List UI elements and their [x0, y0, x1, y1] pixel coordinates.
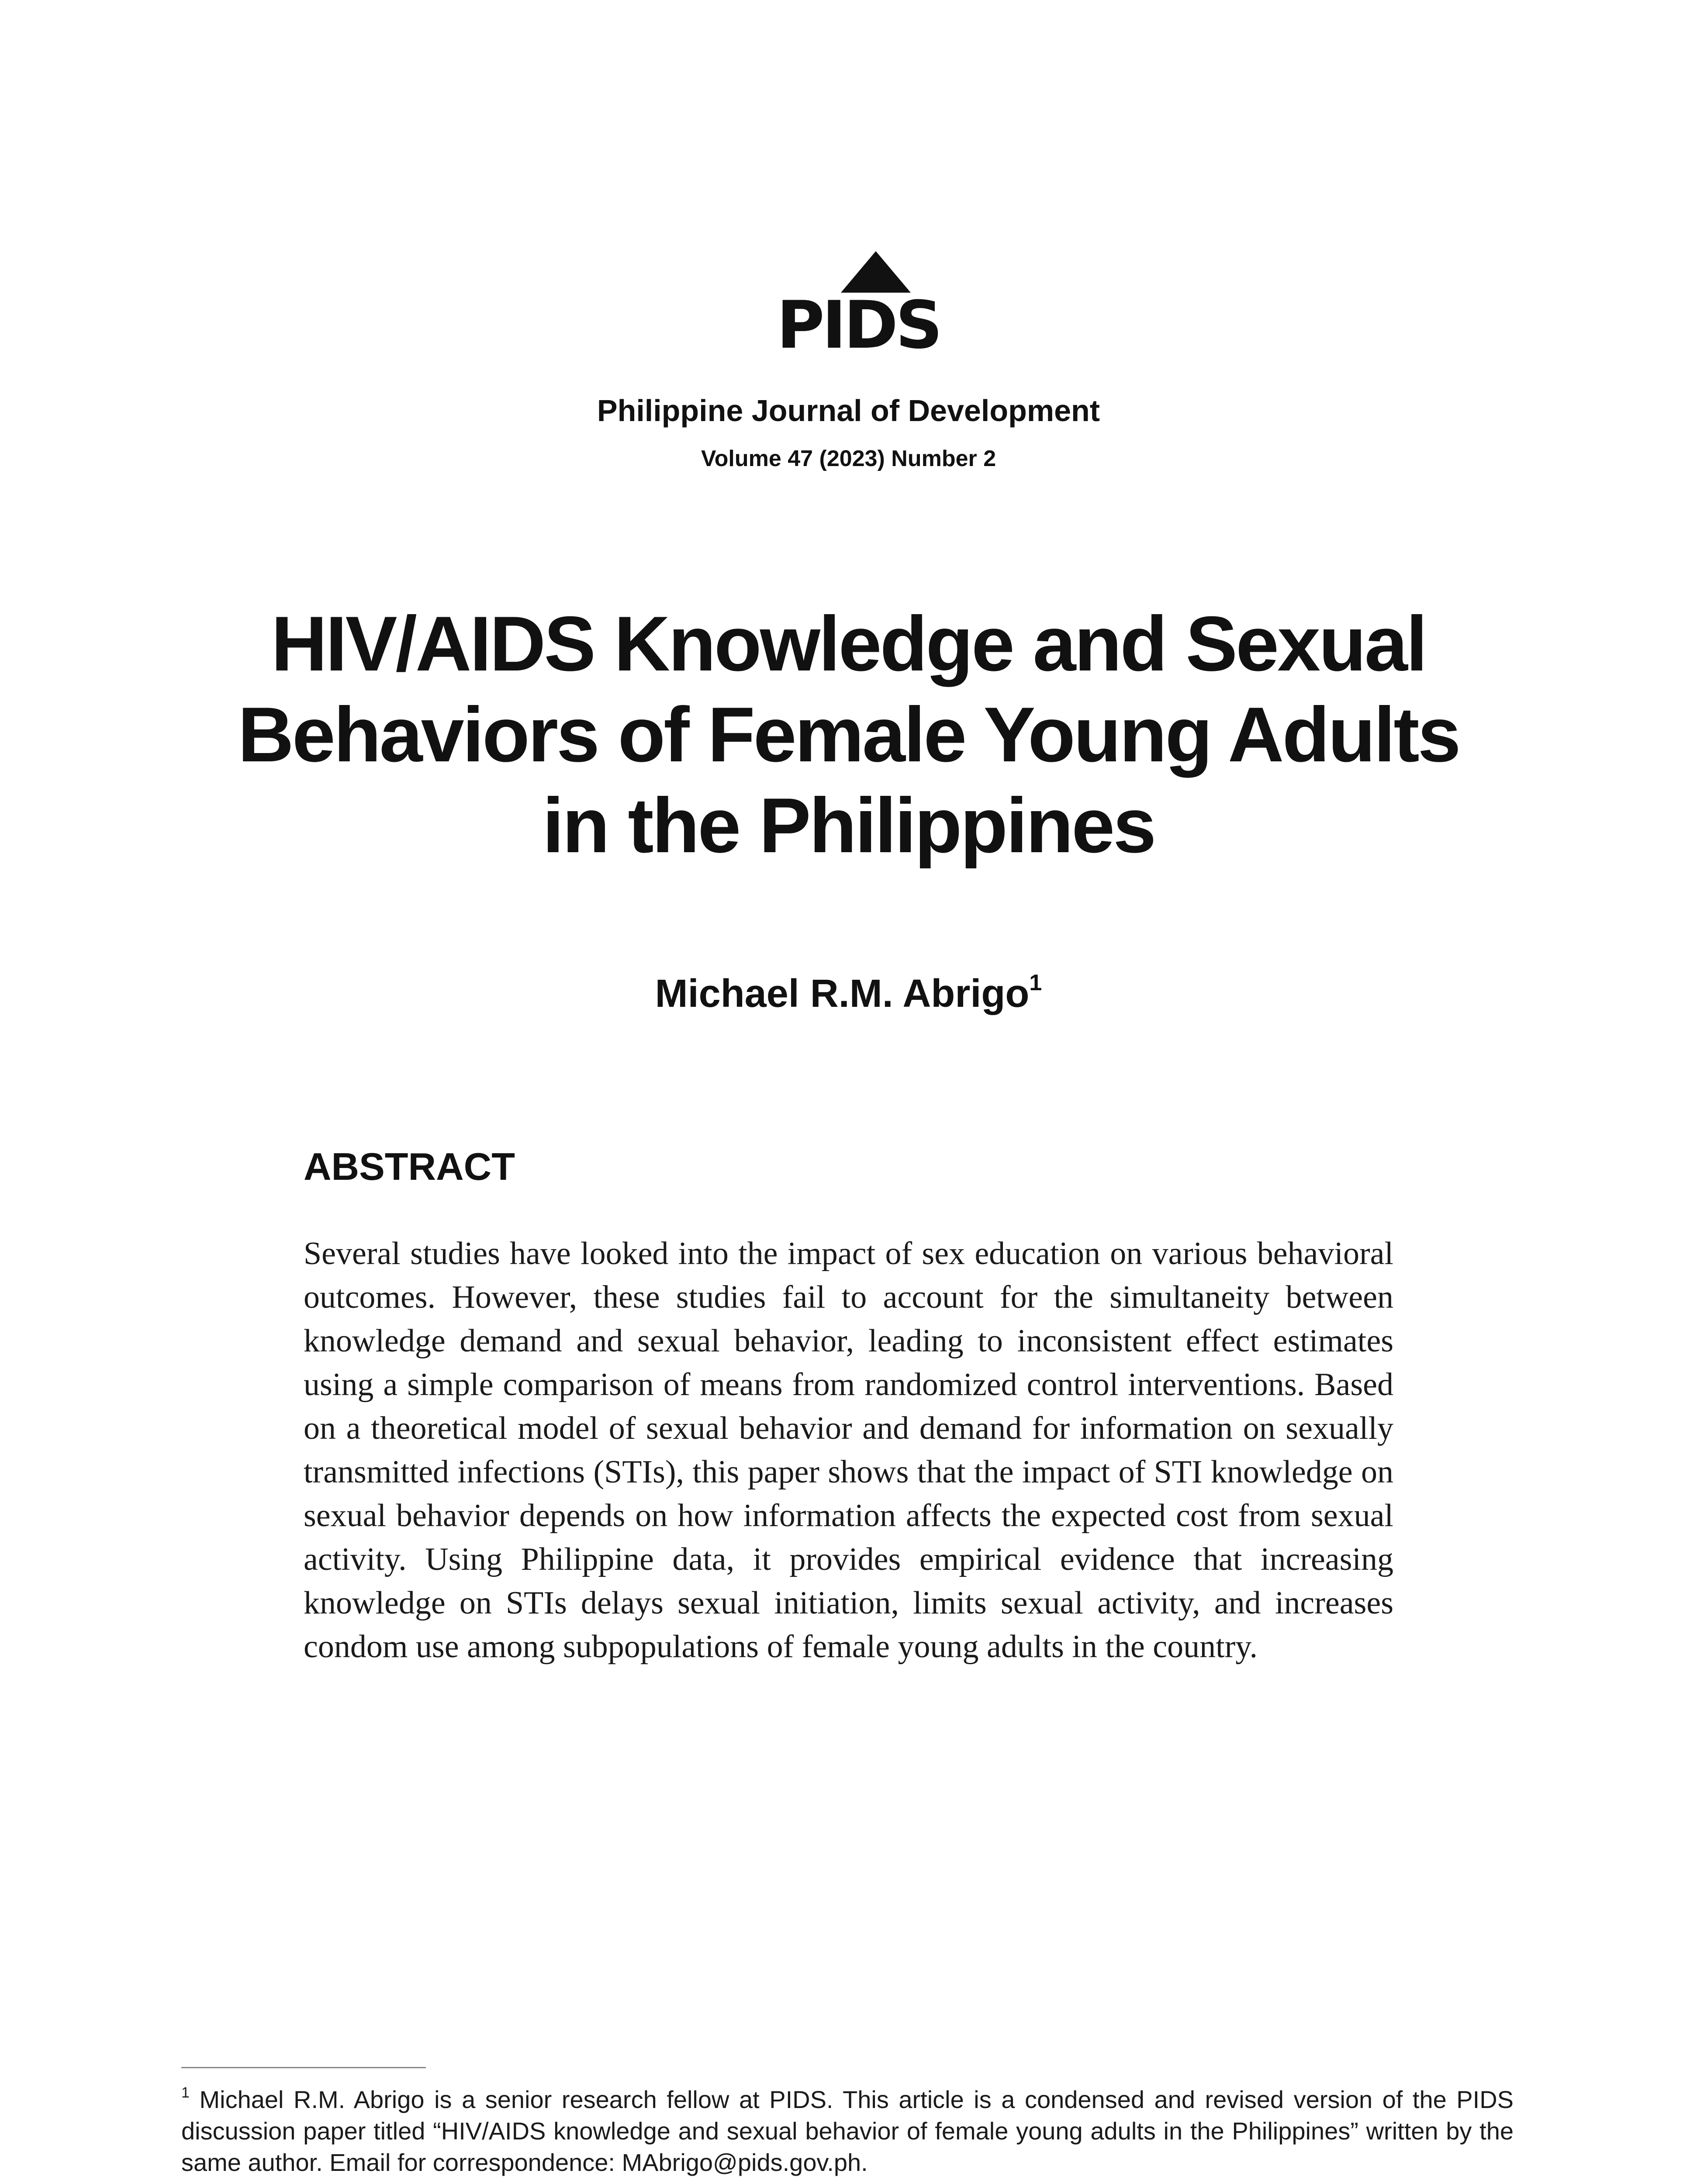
- title-line-1: HIV/AIDS Knowledge and Sexual: [271, 600, 1426, 687]
- author-line: [0, 970, 1697, 1016]
- journal-name: Philippine Journal of Development: [597, 394, 1100, 428]
- title-line-3: in the Philippines: [542, 782, 1155, 869]
- article-title: [131, 598, 1566, 871]
- logo-text: PIDS: [776, 287, 940, 363]
- abstract-heading: ABSTRACT: [304, 1145, 515, 1188]
- journal-issue: Volume 47 (2023) Number 2: [701, 446, 996, 471]
- footnote-divider: [181, 2067, 426, 2068]
- footnote: [181, 2077, 1514, 2178]
- author-name: Michael R.M. Abrigo: [655, 972, 1030, 1016]
- pids-logo: [767, 251, 950, 363]
- footnote-mark: 1: [181, 2084, 190, 2101]
- author-footnote-mark: 1: [1029, 970, 1042, 995]
- abstract-body: Several studies have looked into the impact of sex education on various behavioral outcomes. However, these studies fail to account for the simultaneity between knowledge demand and sexual behavior, leading to inconsistent effect estimates using a simple comparison of means from randomized control interventions. Based on a theoretical model of sexual behavior and demand for information on sexually transmitted infections (STIs), this paper shows that the impact of STI knowledge on sexual behavior depends on how information affects the expected cost from sexual activity. Using Philippine data, it provides empirical evidence that increasing knowledge on STIs delays sexual initiation, limits sexual activity, and increases condom use among subpopulations of female young adults in the country.: [304, 1236, 1393, 1665]
- footnote-text: Michael R.M. Abrigo is a senior research fellow at PIDS. This article is a condensed and revised version of the PIDS discussion paper titled “HIV/AIDS knowledge and sexual behavior of female young adults in the Philippines” written by the same author. Email for correspondence: MAbrigo@pids.gov.ph.: [181, 2086, 1514, 2176]
- logo-arrow-icon: [841, 251, 911, 293]
- title-line-2: Behaviors of Female Young Adults: [238, 691, 1459, 778]
